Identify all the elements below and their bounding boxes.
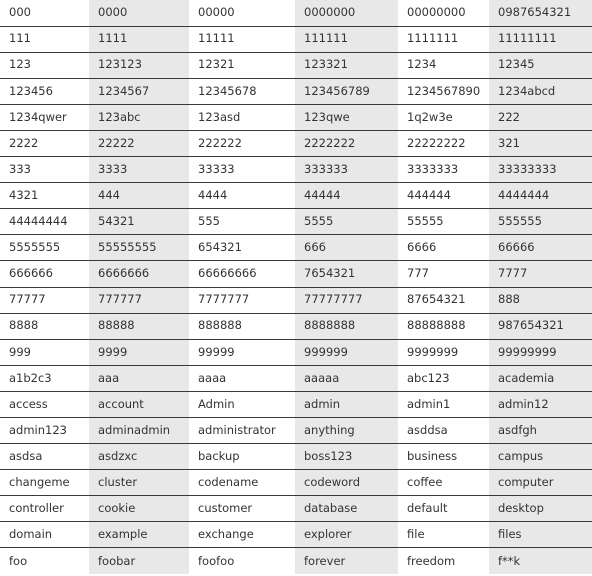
table-row: [0, 496, 592, 522]
table-cell: 00000000: [398, 0, 489, 26]
table-cell: 5555: [295, 209, 398, 235]
table-cell: computer: [489, 470, 592, 496]
table-row: [0, 418, 592, 444]
table-cell: 333: [0, 157, 89, 183]
table-cell: 8888: [0, 313, 89, 339]
table-cell: 54321: [89, 209, 189, 235]
table-cell: 22222: [89, 130, 189, 156]
table-cell: foofoo: [198, 553, 235, 568]
table-cell: campus: [489, 444, 592, 470]
table-cell: 888888: [189, 313, 295, 339]
table-cell: 8888888: [295, 313, 398, 339]
table-row: [0, 444, 592, 470]
table-cell: database: [295, 496, 398, 522]
table-cell: 666666: [0, 261, 89, 287]
table-cell: access: [0, 391, 89, 417]
table-cell: 33333: [189, 157, 295, 183]
table-cell: foobar: [89, 548, 189, 574]
table-cell: 9999: [89, 339, 189, 365]
table-cell: 888: [489, 287, 592, 313]
table-cell: 99999999: [489, 339, 592, 365]
table-cell: customer: [189, 496, 295, 522]
table-cell: asddsa: [398, 418, 489, 444]
table-cell: 1234qwer: [0, 104, 89, 130]
table-cell: file: [398, 522, 489, 548]
table-row: [0, 365, 592, 391]
table-cell: 7777: [489, 261, 592, 287]
table-row: [0, 104, 592, 130]
table-row: [0, 313, 592, 339]
table-cell: 321: [489, 130, 592, 156]
table-cell: 55555: [398, 209, 489, 235]
table-cell: 99999: [189, 339, 295, 365]
table-cell: abc123: [398, 365, 489, 391]
table-cell: 1q2w3e: [398, 104, 489, 130]
table-cell: aaa: [89, 365, 189, 391]
table-cell: 222: [489, 104, 592, 130]
table-cell: admin: [295, 391, 398, 417]
table-cell: 123qwe: [295, 104, 398, 130]
table-cell: changeme: [0, 470, 89, 496]
table-cell: admin12: [489, 391, 592, 417]
table-cell: codename: [189, 470, 295, 496]
table-cell: 12345678: [189, 78, 295, 104]
table-cell: 111: [0, 26, 89, 52]
table-cell: 77777: [0, 287, 89, 313]
table-cell: asdsa: [0, 444, 89, 470]
table-cell: Admin: [189, 391, 295, 417]
table-cell: 1111: [89, 26, 189, 52]
table-cell: 654321: [189, 235, 295, 261]
table-cell: 555555: [489, 209, 592, 235]
table-cell: 555: [189, 209, 295, 235]
table-cell: coffee: [398, 470, 489, 496]
table-cell: 999: [0, 339, 89, 365]
table-cell: exchange: [189, 522, 295, 548]
table-cell: 5555555: [0, 235, 89, 261]
table-row: [0, 548, 592, 574]
table-cell: 1111111: [398, 26, 489, 52]
table-cell: aaaaa: [295, 365, 398, 391]
table-row: [0, 26, 592, 52]
table-cell: 9999999: [398, 339, 489, 365]
table-cell: 11111111: [489, 26, 592, 52]
table-cell: default: [398, 496, 489, 522]
table-cell: aaaa: [189, 365, 295, 391]
table-cell: 00000: [189, 0, 295, 26]
table-cell: 33333333: [489, 157, 592, 183]
table-cell: 1234abcd: [489, 78, 592, 104]
table-cell: 123123: [89, 52, 189, 78]
table-row: [0, 261, 592, 287]
table-row: [0, 52, 592, 78]
table-cell: adminadmin: [89, 418, 189, 444]
table-cell: asdzxc: [89, 444, 189, 470]
table-cell: 0000: [89, 0, 189, 26]
table-row: [0, 78, 592, 104]
table-cell: 000: [0, 0, 89, 26]
table-cell: 12345: [489, 52, 592, 78]
table-cell: 2222: [0, 130, 89, 156]
table-cell: 7777777: [189, 287, 295, 313]
table-cell: 987654321: [489, 313, 592, 339]
table-row: [0, 183, 592, 209]
table-cell: 3333333: [398, 157, 489, 183]
table-cell: 66666666: [189, 261, 295, 287]
table-cell: 123321: [295, 52, 398, 78]
table-cell: asdfgh: [489, 418, 592, 444]
table-cell: 444: [89, 183, 189, 209]
table-cell: 123456789: [295, 78, 398, 104]
table-cell: 123abc: [89, 104, 189, 130]
table-cell: account: [89, 391, 189, 417]
table-row: [0, 130, 592, 156]
table-cell: 1234567: [89, 78, 189, 104]
table-cell: 3333: [89, 157, 189, 183]
table-cell: freedom: [407, 553, 456, 568]
table-row: [0, 209, 592, 235]
table-cell: foo: [9, 553, 28, 568]
table-cell: boss123: [295, 444, 398, 470]
table-row: [0, 287, 592, 313]
table-cell: cluster: [89, 470, 189, 496]
table-cell: 11111: [189, 26, 295, 52]
table-cell: forever: [295, 548, 398, 574]
table-cell: 88888: [89, 313, 189, 339]
table-cell: 666: [295, 235, 398, 261]
table-cell: 4444444: [489, 183, 592, 209]
table-cell: 123456: [0, 78, 89, 104]
table-cell: 0987654321: [489, 0, 592, 26]
table-cell: 4444: [189, 183, 295, 209]
table-cell: 777777: [89, 287, 189, 313]
table-cell: 6666: [398, 235, 489, 261]
table-cell: cookie: [89, 496, 189, 522]
table-row: [0, 0, 592, 26]
table-cell: explorer: [295, 522, 398, 548]
table-cell: desktop: [489, 496, 592, 522]
table-cell: 44444: [295, 183, 398, 209]
table-cell: 222222: [189, 130, 295, 156]
table-cell: 111111: [295, 26, 398, 52]
table-cell: admin123: [0, 418, 89, 444]
table-cell: 4321: [0, 183, 89, 209]
table-cell: files: [489, 522, 592, 548]
table-cell: 0000000: [295, 0, 398, 26]
table-cell: admin1: [398, 391, 489, 417]
table-cell: 44444444: [0, 209, 89, 235]
table-cell: 66666: [489, 235, 592, 261]
table-cell: administrator: [189, 418, 295, 444]
table-cell: 22222222: [398, 130, 489, 156]
table-cell: 333333: [295, 157, 398, 183]
table-cell: 1234567890: [398, 78, 489, 104]
table-cell: 55555555: [89, 235, 189, 261]
table-cell: example: [89, 522, 189, 548]
table-cell: domain: [0, 522, 89, 548]
table-cell: 77777777: [295, 287, 398, 313]
table-cell: 444444: [398, 183, 489, 209]
table-cell: controller: [0, 496, 89, 522]
table-cell: 123asd: [189, 104, 295, 130]
table-cell: 1234: [398, 52, 489, 78]
table-cell: anything: [295, 418, 398, 444]
table-row: [0, 522, 592, 548]
table-cell: 123: [0, 52, 89, 78]
table-row: [0, 235, 592, 261]
table-row: [0, 470, 592, 496]
table-row: [0, 157, 592, 183]
table-cell: f**k: [489, 548, 592, 574]
table-cell: 12321: [189, 52, 295, 78]
table-cell: 87654321: [398, 287, 489, 313]
table-cell: 999999: [295, 339, 398, 365]
table-row: [0, 391, 592, 417]
table-cell: business: [398, 444, 489, 470]
table-cell: a1b2c3: [0, 365, 89, 391]
table-cell: 88888888: [398, 313, 489, 339]
table-cell: 7654321: [295, 261, 398, 287]
table-cell: 2222222: [295, 130, 398, 156]
table-row: [0, 339, 592, 365]
table-cell: academia: [489, 365, 592, 391]
table-cell: backup: [189, 444, 295, 470]
table-cell: codeword: [295, 470, 398, 496]
table-cell: 6666666: [89, 261, 189, 287]
table-cell: 777: [398, 261, 489, 287]
